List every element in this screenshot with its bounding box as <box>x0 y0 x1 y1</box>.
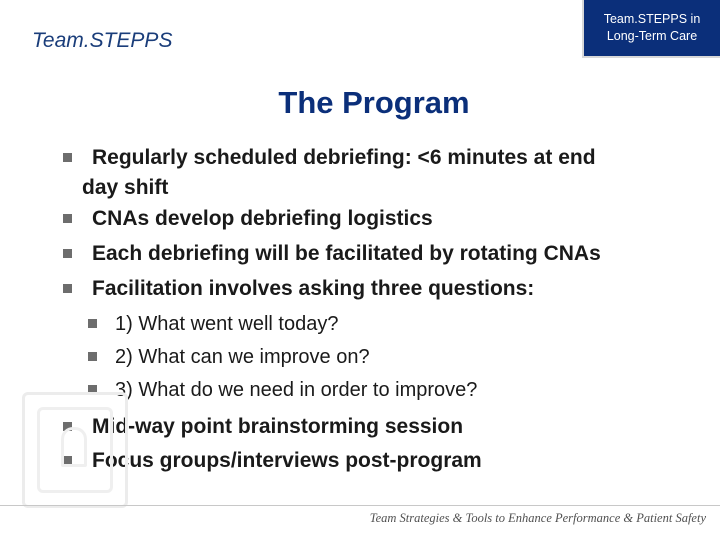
square-bullet-icon <box>63 284 72 293</box>
bullet-item <box>63 207 433 231</box>
bullet-continuation <box>82 176 168 200</box>
footer-tagline: Team Strategies & Tools to Enhance Performance & Patient Safety <box>369 511 706 525</box>
sub-bullet-item <box>88 379 477 402</box>
seal-watermark-icon <box>22 392 128 508</box>
bullet-item <box>63 146 596 170</box>
sub-bullet-text: 2) What can we improve on? <box>115 346 370 368</box>
bullet-item <box>63 277 534 301</box>
square-bullet-icon <box>63 153 72 162</box>
bullet-text: CNAs develop debriefing logistics <box>92 207 433 230</box>
sub-bullet-text: 3) What do we need in order to improve? <box>115 379 478 401</box>
bullet-text: Each debriefing will be facilitated by rotating CNAs <box>92 242 601 265</box>
bullet-text: day shift <box>82 176 169 199</box>
seal-figure <box>61 427 87 467</box>
sub-bullet-item <box>88 313 338 336</box>
bullet-item <box>63 242 601 266</box>
square-bullet-icon <box>88 319 97 328</box>
sub-bullet-text: 1) What went well today? <box>115 313 339 335</box>
bullet-text: Facilitation involves asking three questions: <box>92 277 535 300</box>
bullet-text: Mid-way point brainstorming session <box>92 415 464 438</box>
bullet-text: Regularly scheduled debriefing: <6 minutes at end <box>92 146 596 169</box>
square-bullet-icon <box>88 352 97 361</box>
team-stepps-logo: Team.STEPPS <box>32 29 173 52</box>
sub-bullet-item <box>88 346 370 369</box>
footer-divider <box>0 505 720 506</box>
slide-title: The Program <box>278 85 470 120</box>
corner-tab-line2: Long-Term Care <box>606 29 698 43</box>
bullet-text: Focus groups/interviews post-program <box>92 449 482 472</box>
square-bullet-icon <box>63 249 72 258</box>
corner-tab-line1: Team.STEPPS in <box>603 12 701 26</box>
square-bullet-icon <box>63 214 72 223</box>
